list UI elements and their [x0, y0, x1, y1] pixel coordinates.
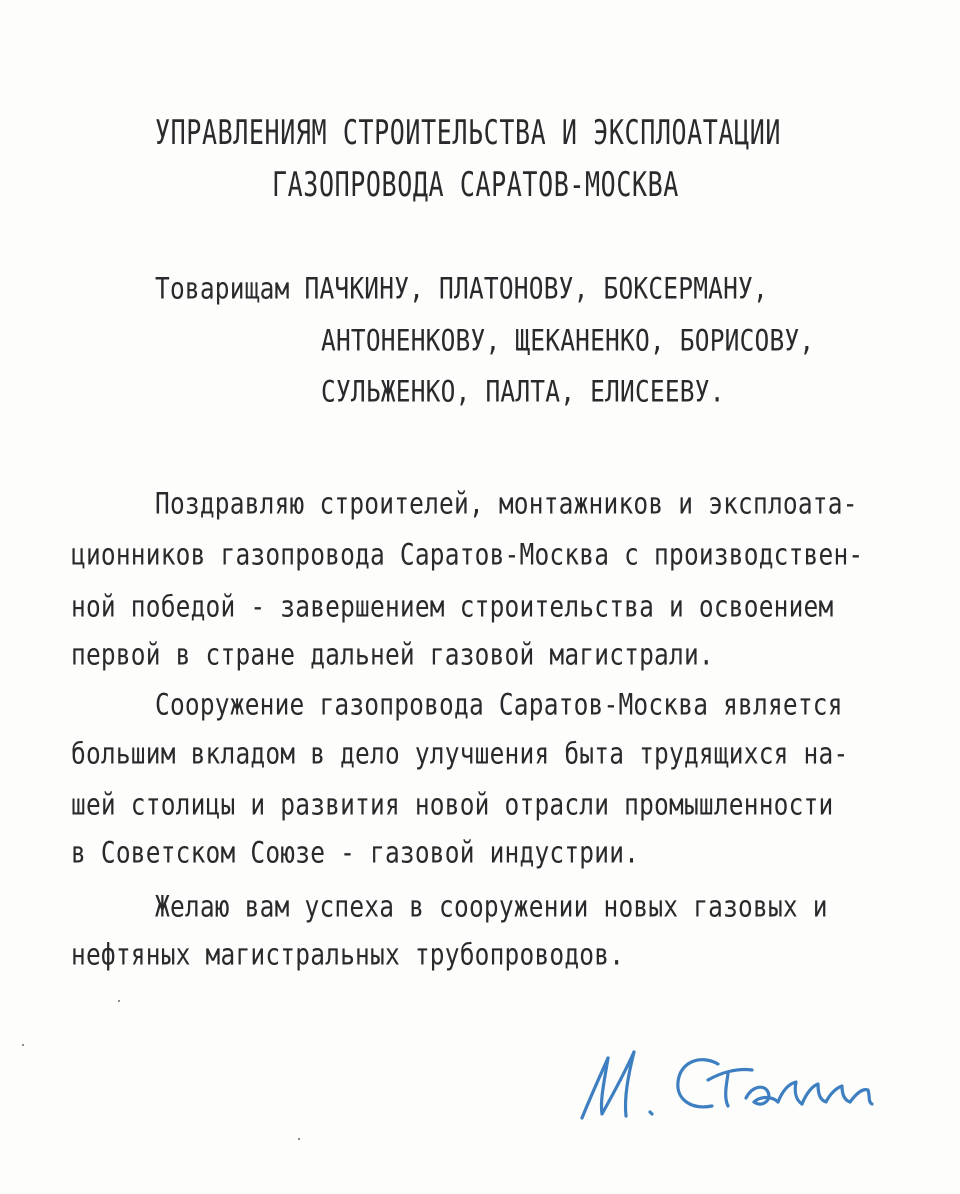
body-line: первой в стране дальней газовой магистрали. — [71, 637, 714, 672]
body-line: нефтяных магистральных трубопроводов. — [71, 937, 625, 972]
addressee-line-2: АНТОНЕНКОВУ, ЩЕКАНЕНКО, БОРИСОВУ, — [321, 323, 815, 358]
heading-line-1: УПРАВЛЕНИЯМ СТРОИТЕЛЬСТВА И ЭКСПЛОАТАЦИИ — [155, 113, 782, 153]
signature-strokes — [582, 1052, 872, 1118]
paper-speck — [118, 1000, 120, 1002]
body-line: Желаю вам успеха в сооружении новых газовых и — [155, 889, 828, 924]
body-line: Поздравляю строителей, монтажников и эксплоата- — [155, 486, 858, 521]
paper-speck — [298, 1138, 300, 1140]
signature — [568, 1038, 888, 1128]
body-line: шей столицы и развития новой отрасли промышленности — [71, 787, 834, 822]
addressee-line-1: Товарищам ПАЧКИНУ, ПЛАТОНОВУ, БОКСЕРМАНУ, — [155, 271, 768, 306]
body-line: Сооружение газопровода Саратов-Москва является — [155, 687, 843, 722]
paper-speck — [22, 1044, 24, 1046]
body-line: ной победой - завершением строительства и освоением — [71, 589, 834, 624]
body-line: большим вкладом в дело улучшения быта трудящихся на- — [71, 736, 849, 771]
body-line: ционников газопровода Саратов-Москва с производствен- — [71, 537, 864, 572]
heading-line-2: ГАЗОПРОВОДА САРАТОВ-МОСКВА — [272, 165, 679, 205]
body-line: в Советском Союзе - газовой индустрии. — [71, 835, 640, 870]
addressee-line-3: СУЛЬЖЕНКО, ПАЛТА, ЕЛИСЕЕВУ. — [321, 374, 725, 409]
